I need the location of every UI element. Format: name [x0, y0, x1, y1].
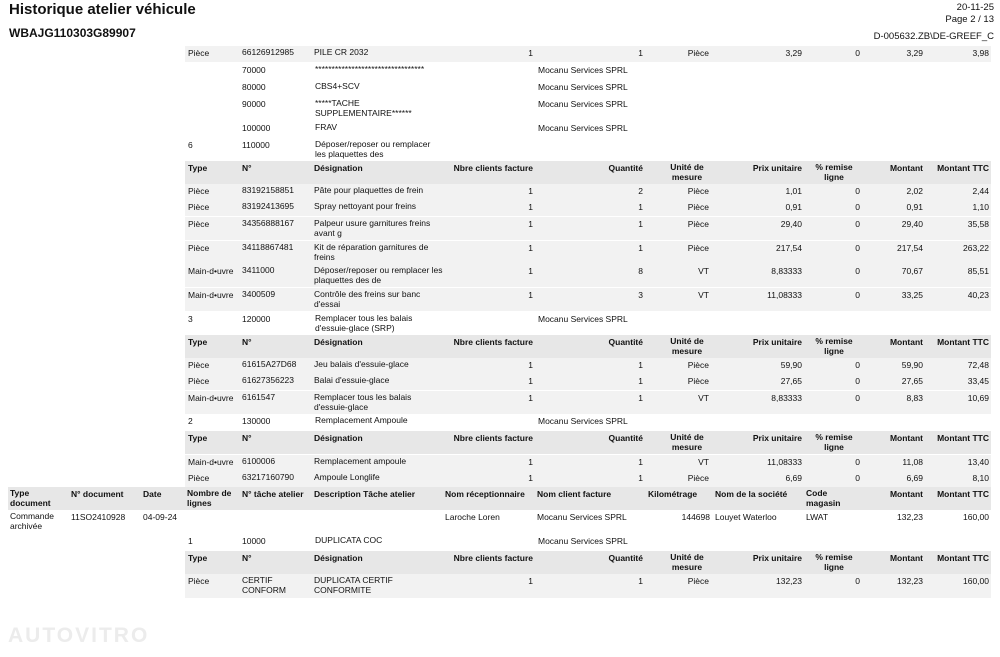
task-row [185, 121, 991, 137]
item-client-count: 1 [528, 202, 533, 212]
item-row [185, 241, 991, 264]
item-amount-ttc: 10,69 [967, 393, 989, 403]
task-number: 130000 [242, 416, 271, 426]
order-company: Louyet Waterloo [715, 512, 777, 522]
item-quantity: 1 [638, 393, 643, 403]
col-unit-price: Prix unitaire [752, 433, 802, 443]
col-company: Nom de la société [715, 489, 788, 499]
col-type: Type [188, 163, 208, 173]
vin-number: WBAJG110303G89907 [9, 26, 136, 40]
user-reference: D-005632.ZB\DE-GREEF_C [873, 31, 994, 42]
item-amount-ttc: 33,45 [967, 376, 989, 386]
order-amount: 132,23 [897, 512, 923, 522]
col-discount: % remise ligne [815, 162, 853, 182]
order-row [8, 510, 991, 534]
item-amount-ttc: 8,10 [972, 473, 989, 483]
item-discount: 0 [855, 376, 860, 386]
item-designation: Spray nettoyant pour freins [314, 201, 417, 211]
col-document-type: Type document [10, 488, 51, 508]
item-row [185, 374, 991, 390]
item-client-count: 1 [528, 186, 533, 196]
item-amount: 29,40 [901, 219, 923, 229]
col-amount-ttc: Montant TTC [937, 553, 989, 563]
item-designation: PILE CR 2032 [314, 47, 369, 57]
item-amount: 70,67 [901, 266, 923, 276]
item-unit-price: 59,90 [780, 360, 802, 370]
document-title: Historique atelier véhicule [9, 1, 196, 18]
item-quantity: 1 [638, 360, 643, 370]
item-unit-price: 0,91 [785, 202, 802, 212]
item-unit-price: 1,01 [785, 186, 802, 196]
item-client-count: 1 [528, 219, 533, 229]
item-designation: Pâte pour plaquettes de frein [314, 185, 424, 195]
item-quantity: 1 [638, 48, 643, 58]
item-amount: 3,29 [906, 48, 923, 58]
item-type: Pièce [188, 202, 210, 212]
item-discount: 0 [855, 393, 860, 403]
item-number: 66126912985 [242, 47, 295, 57]
item-type: Pièce [188, 243, 210, 253]
item-discount: 0 [855, 473, 860, 483]
item-designation: DUPLICATA CERTIF CONFORMITE [314, 575, 393, 595]
item-unit: Pièce [687, 202, 709, 212]
task-description: DUPLICATA COC [315, 535, 383, 545]
item-type: Pièce [188, 186, 210, 196]
item-amount: 217,54 [897, 243, 923, 253]
col-client-count: Nbre clients facture [453, 553, 533, 563]
task-row [185, 80, 991, 96]
item-unit-price: 6,69 [785, 473, 802, 483]
task-description: Remplacer tous les balais d'essuie-glace (SRP) [315, 313, 413, 333]
col-unit-price: Prix unitaire [752, 337, 802, 347]
task-number: 70000 [242, 65, 266, 75]
item-amount: 2,02 [906, 186, 923, 196]
item-row [185, 574, 991, 598]
task-number: 110000 [242, 140, 270, 150]
item-amount-ttc: 3,98 [972, 48, 989, 58]
item-column-header [185, 551, 991, 574]
col-order-amount-ttc: Montant TTC [937, 489, 989, 499]
item-quantity: 1 [638, 473, 643, 483]
item-column-header [185, 335, 991, 358]
order-column-header [8, 487, 991, 510]
item-number: 3411000 [242, 265, 275, 275]
order-store-code: LWAT [806, 512, 829, 522]
task-client: Mocanu Services SPRL [538, 416, 628, 426]
item-unit: VT [698, 290, 709, 300]
item-column-header [185, 431, 991, 454]
col-unit: Unité de mesure [670, 162, 704, 182]
col-mileage: Kilométrage [648, 489, 698, 499]
task-row [185, 63, 991, 79]
item-designation: Kit de réparation garnitures de freins [314, 242, 429, 262]
col-unit: Unité de mesure [670, 552, 704, 572]
item-unit: Pièce [687, 48, 709, 58]
item-discount: 0 [855, 48, 860, 58]
task-number: 10000 [242, 536, 266, 546]
item-designation: Palpeur usure garnitures freins avant g [314, 218, 431, 238]
item-row [185, 217, 991, 240]
item-discount: 0 [855, 360, 860, 370]
item-unit-price: 3,29 [785, 48, 802, 58]
task-description: Remplacement Ampoule [315, 415, 408, 425]
item-number: 34356888167 [242, 218, 295, 228]
item-row [185, 391, 991, 414]
item-quantity: 2 [638, 186, 643, 196]
item-column-header [185, 161, 991, 184]
task-row [185, 414, 991, 430]
item-amount: 33,25 [901, 290, 923, 300]
item-quantity: 8 [638, 266, 643, 276]
item-number: 83192413695 [242, 201, 295, 211]
col-client-count: Nbre clients facture [453, 337, 533, 347]
col-type: Type [188, 337, 208, 347]
item-unit: VT [698, 266, 709, 276]
col-store-code: Code magasin [806, 488, 841, 508]
col-unit-price: Prix unitaire [752, 163, 802, 173]
item-unit: Pièce [687, 186, 709, 196]
task-row [185, 138, 991, 161]
col-amount: Montant [889, 553, 923, 563]
item-quantity: 1 [638, 457, 643, 467]
col-unit: Unité de mesure [670, 336, 704, 356]
print-date: 20-11-25 [956, 2, 994, 13]
item-unit-price: 217,54 [776, 243, 802, 253]
item-row [185, 184, 991, 200]
item-unit: Pièce [687, 360, 709, 370]
item-discount: 0 [855, 219, 860, 229]
item-type: Pièce [188, 376, 210, 386]
item-amount: 59,90 [901, 360, 923, 370]
task-description: *****TACHE SUPPLEMENTAIRE****** [315, 98, 412, 118]
task-number: 80000 [242, 82, 266, 92]
item-amount-ttc: 13,40 [967, 457, 989, 467]
task-row [185, 534, 991, 550]
item-amount-ttc: 160,00 [963, 576, 989, 586]
item-client-count: 1 [528, 393, 533, 403]
col-document-number: N° document [71, 489, 124, 499]
item-unit-price: 27,65 [780, 376, 802, 386]
order-date: 04-09-24 [143, 512, 178, 522]
item-type: Main-d•uvre [188, 266, 234, 276]
col-discount: % remise ligne [815, 552, 853, 572]
item-number: 61627356223 [242, 375, 295, 385]
item-amount: 27,65 [901, 376, 923, 386]
col-discount: % remise ligne [815, 336, 853, 356]
item-unit: Pièce [687, 576, 709, 586]
item-number: CERTIF CONFORM [242, 575, 286, 595]
item-number: 3400509 [242, 289, 276, 299]
item-amount: 0,91 [906, 202, 923, 212]
item-discount: 0 [855, 243, 860, 253]
item-unit: VT [698, 457, 709, 467]
task-line-count: 6 [188, 140, 193, 150]
item-unit: Pièce [687, 219, 709, 229]
item-client-count: 1 [528, 243, 533, 253]
item-client-count: 1 [528, 457, 533, 467]
item-discount: 0 [855, 457, 860, 467]
item-discount: 0 [855, 266, 860, 276]
item-row [185, 288, 991, 311]
item-quantity: 3 [638, 290, 643, 300]
item-client-count: 1 [528, 360, 533, 370]
item-discount: 0 [855, 290, 860, 300]
item-designation: Balai d'essuie-glace [314, 375, 390, 385]
item-unit: Pièce [687, 376, 709, 386]
task-line-count: 3 [188, 314, 193, 324]
item-client-count: 1 [528, 376, 533, 386]
col-amount: Montant [889, 163, 923, 173]
order-receptionist: Laroche Loren [445, 512, 500, 522]
col-quantity: Quantité [608, 433, 643, 443]
task-number: 100000 [242, 123, 271, 133]
page-number: Page 2 / 13 [945, 14, 994, 25]
item-quantity: 1 [638, 376, 643, 386]
item-amount-ttc: 263,22 [963, 243, 989, 253]
item-designation: Déposer/reposer ou remplacer les plaquettes des de [314, 265, 443, 285]
item-client-count: 1 [528, 576, 533, 586]
item-designation: Ampoule Longlife [314, 472, 380, 482]
task-description: FRAV [315, 122, 338, 132]
item-type: Pièce [188, 219, 210, 229]
item-number: 6100006 [242, 456, 276, 466]
item-number: 83192158851 [242, 185, 295, 195]
watermark-logo: AUTOVITRO [8, 624, 150, 647]
item-type: Pièce [188, 473, 210, 483]
task-client: Mocanu Services SPRL [538, 82, 628, 92]
item-amount-ttc: 35,58 [967, 219, 989, 229]
item-unit: Pièce [687, 473, 709, 483]
item-unit: Pièce [687, 243, 709, 253]
task-number: 120000 [242, 314, 271, 324]
col-date: Date [143, 489, 162, 499]
task-line-count: 1 [188, 536, 193, 546]
item-designation: Remplacement ampoule [314, 456, 407, 466]
col-quantity: Quantité [608, 337, 643, 347]
item-unit-price: 8,83333 [771, 393, 802, 403]
col-number: N° [242, 163, 252, 173]
col-receptionist: Nom réceptionnaire [445, 489, 525, 499]
col-designation: Désignation [314, 433, 363, 443]
item-type: Main-d•uvre [188, 290, 234, 300]
item-row [185, 264, 991, 287]
col-unit-price: Prix unitaire [752, 553, 802, 563]
item-amount: 11,08 [902, 457, 923, 467]
task-client: Mocanu Services SPRL [538, 536, 628, 546]
order-document-type: Commande archivée [10, 511, 54, 531]
item-quantity: 1 [638, 243, 643, 253]
col-designation: Désignation [314, 163, 363, 173]
item-amount-ttc: 2,44 [972, 186, 989, 196]
item-amount-ttc: 72,48 [967, 360, 989, 370]
order-document-number: 11SO2410928 [71, 512, 126, 522]
item-client-count: 1 [528, 48, 533, 58]
col-amount-ttc: Montant TTC [937, 163, 989, 173]
item-number: 63217160790 [242, 472, 295, 482]
item-type: Pièce [188, 576, 210, 586]
item-quantity: 1 [638, 202, 643, 212]
col-amount: Montant [889, 337, 923, 347]
item-type: Main-d•uvre [188, 393, 234, 403]
col-type: Type [188, 433, 208, 443]
task-client: Mocanu Services SPRL [538, 123, 628, 133]
col-unit: Unité de mesure [670, 432, 704, 452]
item-row [185, 455, 991, 471]
item-unit-price: 132,23 [776, 576, 802, 586]
item-type: Main-d•uvre [188, 457, 234, 467]
item-unit-price: 8,83333 [771, 266, 802, 276]
item-number: 34118867481 [242, 242, 294, 252]
col-amount-ttc: Montant TTC [937, 433, 989, 443]
item-row [185, 471, 991, 487]
col-task-description: Description Tâche atelier [314, 489, 416, 499]
item-discount: 0 [855, 576, 860, 586]
item-designation: Contrôle des freins sur banc d'essai [314, 289, 421, 309]
item-client-count: 1 [528, 473, 533, 483]
item-client-count: 1 [528, 266, 533, 276]
task-row [185, 312, 991, 335]
item-discount: 0 [855, 186, 860, 196]
task-description: Déposer/reposer ou remplacer les plaquettes des [315, 139, 431, 159]
task-client: Mocanu Services SPRL [538, 65, 628, 75]
item-amount: 132,23 [897, 576, 923, 586]
task-number: 90000 [242, 99, 266, 109]
task-description: CBS4+SCV [315, 81, 360, 91]
task-client: Mocanu Services SPRL [538, 99, 628, 109]
item-designation: Remplacer tous les balais d'essuie-glace [314, 392, 412, 412]
col-task-number: N° tâche atelier [242, 489, 304, 499]
item-row [185, 200, 991, 216]
col-quantity: Quantité [608, 163, 643, 173]
item-amount: 6,69 [906, 473, 923, 483]
item-unit-price: 29,40 [780, 219, 802, 229]
item-row [185, 358, 991, 374]
col-client-count: Nbre clients facture [453, 163, 533, 173]
order-mileage: 144698 [681, 512, 710, 522]
task-line-count: 2 [188, 416, 193, 426]
item-unit-price: 11,08333 [767, 457, 802, 467]
col-designation: Désignation [314, 337, 363, 347]
item-amount-ttc: 85,51 [967, 266, 989, 276]
item-amount-ttc: 1,10 [972, 202, 989, 212]
col-order-amount: Montant [889, 489, 923, 499]
order-amount-ttc: 160,00 [963, 512, 989, 522]
item-type: Pièce [188, 360, 210, 370]
col-amount: Montant [889, 433, 923, 443]
col-number: N° [242, 433, 252, 443]
task-client: Mocanu Services SPRL [538, 314, 628, 324]
item-designation: Jeu balais d'essuie-glace [314, 359, 409, 369]
item-number: 61615A27D68 [242, 359, 297, 369]
col-invoice-client: Nom client facture [537, 489, 612, 499]
item-client-count: 1 [528, 290, 533, 300]
col-client-count: Nbre clients facture [453, 433, 533, 443]
col-designation: Désignation [314, 553, 363, 563]
task-description: ********************************* [315, 64, 425, 74]
item-type: Pièce [188, 48, 210, 58]
col-quantity: Quantité [608, 553, 643, 563]
item-unit-price: 11,08333 [767, 290, 802, 300]
item-amount-ttc: 40,23 [967, 290, 989, 300]
item-discount: 0 [855, 202, 860, 212]
col-amount-ttc: Montant TTC [937, 337, 989, 347]
item-number: 6161547 [242, 392, 276, 402]
order-invoice-client: Mocanu Services SPRL [537, 512, 627, 522]
item-unit: VT [698, 393, 709, 403]
item-quantity: 1 [638, 576, 643, 586]
task-row [185, 97, 991, 120]
item-row [185, 46, 991, 62]
item-amount: 8,83 [906, 393, 923, 403]
item-quantity: 1 [638, 219, 643, 229]
col-line-count: Nombre de lignes [187, 488, 232, 508]
col-number: N° [242, 553, 252, 563]
col-type: Type [188, 553, 208, 563]
col-discount: % remise ligne [815, 432, 853, 452]
col-number: N° [242, 337, 252, 347]
